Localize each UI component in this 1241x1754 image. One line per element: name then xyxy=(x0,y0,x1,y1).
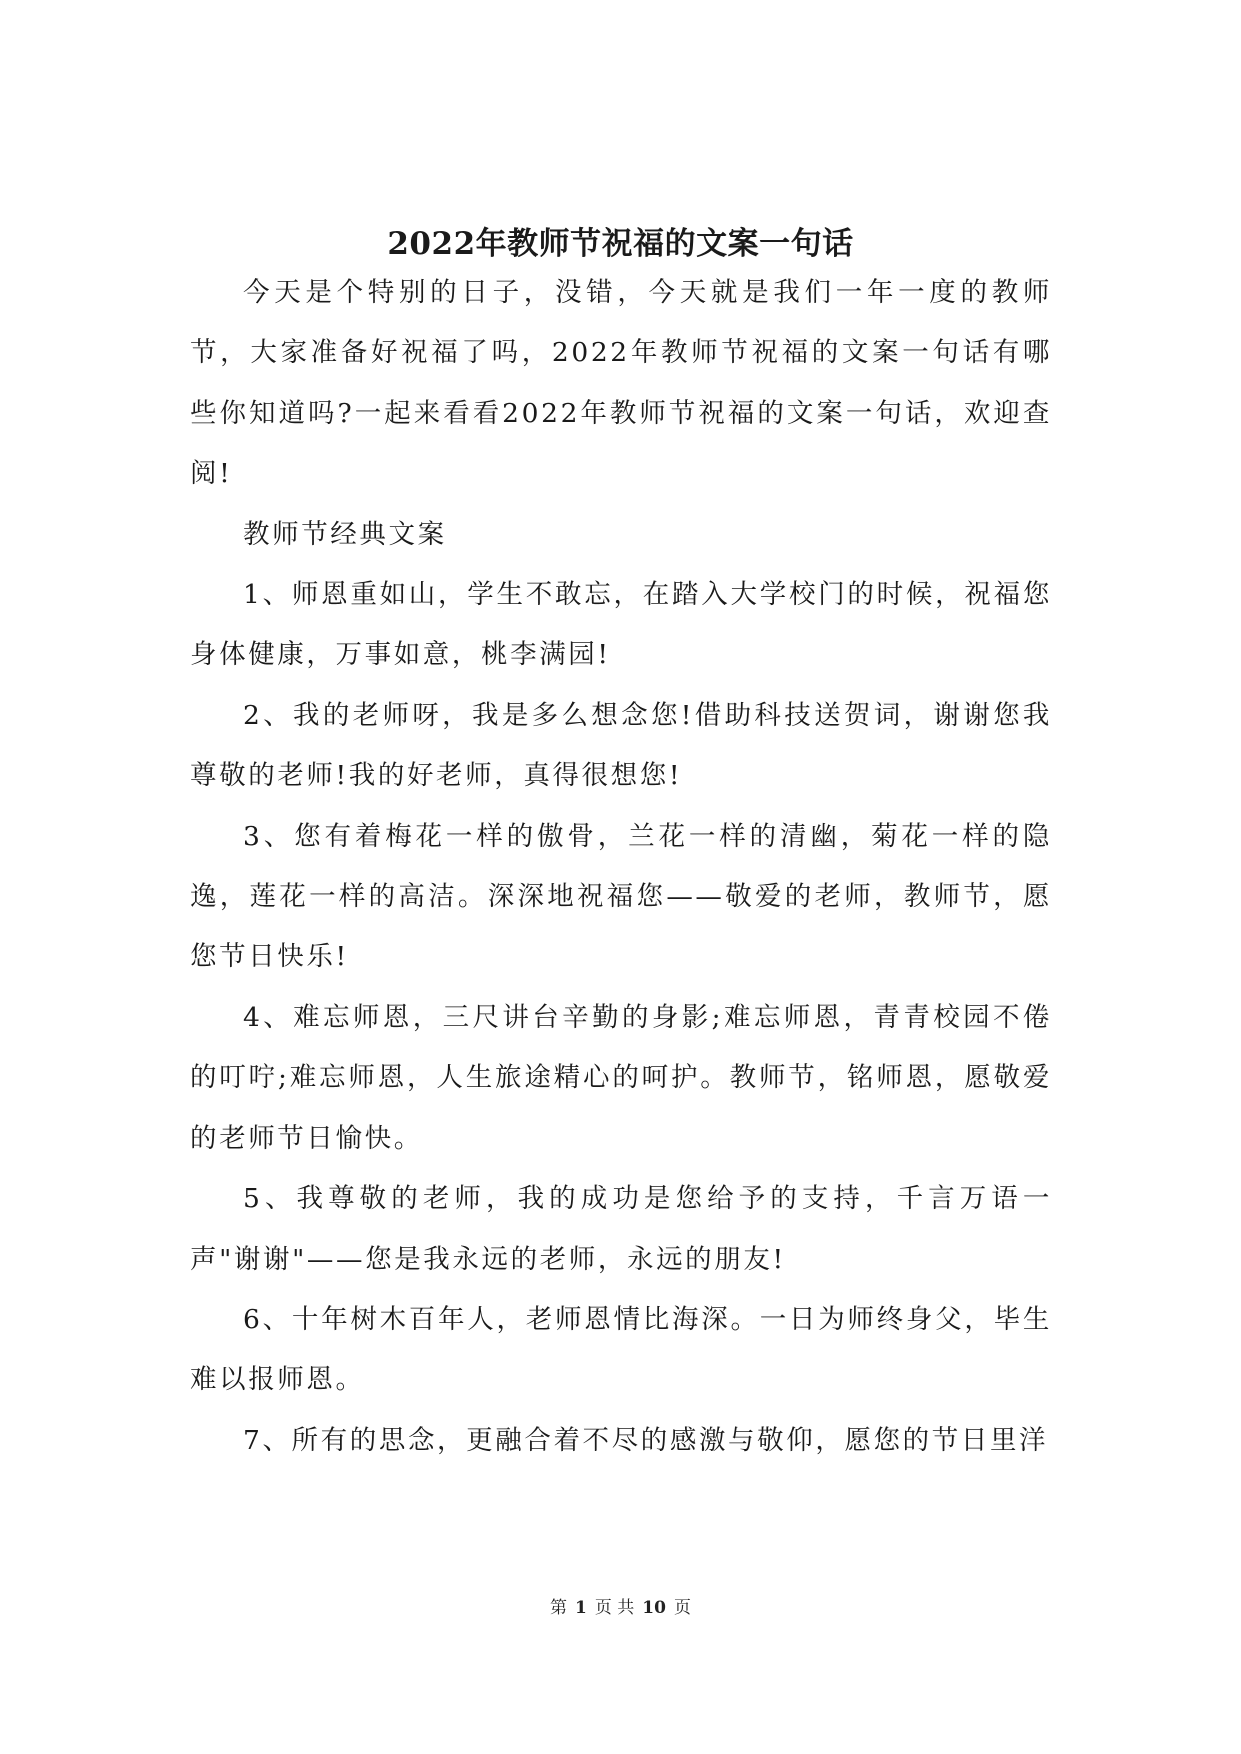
footer-suffix: 页 xyxy=(673,1598,691,1618)
wish-item-6: 6、十年树木百年人，老师恩情比海深。一日为师终身父，毕生难以报师恩。 xyxy=(190,1303,1052,1396)
document-title: 2022年教师节祝福的文案一句话 xyxy=(387,226,854,262)
wish-item-5: 5、我尊敬的老师，我的成功是您给予的支持，千言万语一声"谢谢"——您是我永远的老师，永远的朋友! xyxy=(190,1183,1052,1275)
wish-item-2: 2、我的老师呀，我是多么想念您!借助科技送贺词，谢谢您我尊敬的老师!我的好老师，真得很想您! xyxy=(190,699,1052,792)
section-heading: 教师节经典文案 xyxy=(243,518,447,550)
intro-paragraph: 今天是个特别的日子，没错，今天就是我们一年一度的教师节，大家准备好祝福了吗，2022年教师节祝福的文案一句话有哪些你知道吗?一起来看看2022年教师节祝福的文案一句话，欢迎查阅! xyxy=(190,277,1052,490)
current-page-number: 1 xyxy=(575,1598,587,1618)
document-body xyxy=(190,263,1052,1471)
wish-item-3: 3、您有着梅花一样的傲骨，兰花一样的清幽，菊花一样的隐逸，莲花一样的高洁。深深地祝福您——敬爱的老师，教师节，愿您节日快乐! xyxy=(190,820,1052,973)
wish-item-4: 4、难忘师恩，三尺讲台辛勤的身影;难忘师恩，青青校园不倦的叮咛;难忘师恩，人生旅途精心的呵护。教师节，铭师恩，愿敬爱的老师节日愉快。 xyxy=(190,1001,1052,1154)
wish-item-7: 7、所有的思念，更融合着不尽的感激与敬仰，愿您的节日里洋 xyxy=(243,1424,1049,1456)
footer-prefix: 第 xyxy=(550,1598,568,1618)
page-footer xyxy=(0,1596,1241,1620)
footer-middle: 页 共 xyxy=(594,1598,635,1618)
total-pages-number: 10 xyxy=(642,1598,666,1618)
wish-item-1: 1、师恩重如山，学生不敢忘，在踏入大学校门的时候，祝福您身体健康，万事如意，桃李满园! xyxy=(190,579,1052,671)
